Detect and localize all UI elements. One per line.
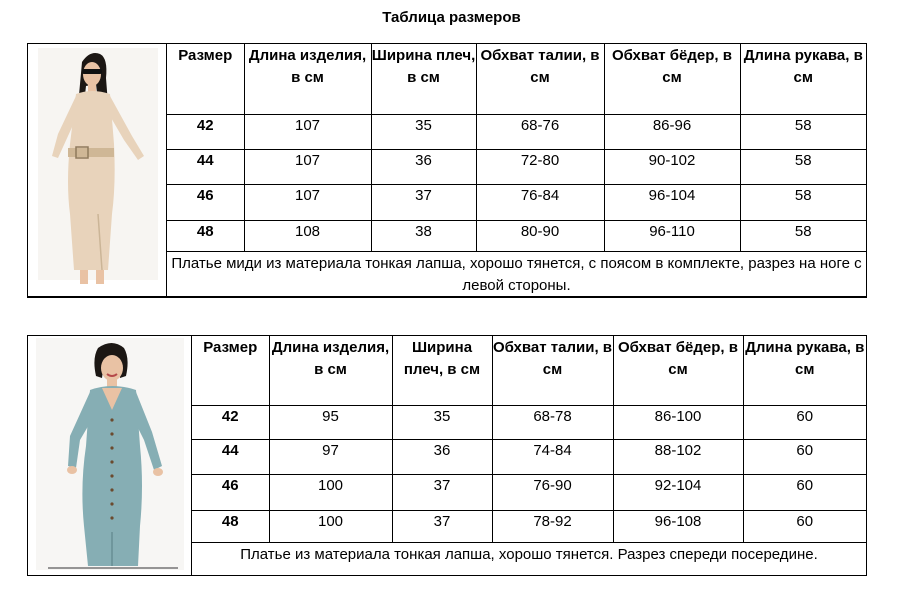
- dress-photo-cell-1: [28, 44, 167, 296]
- hips-cell: 96-108: [613, 510, 743, 542]
- size-cell: 44: [192, 439, 269, 474]
- table-row: [192, 474, 866, 510]
- size-cell: 44: [167, 149, 244, 184]
- sleeve-cell: 60: [743, 439, 866, 474]
- waist-cell: 78-92: [492, 510, 613, 542]
- waist-cell: 72-80: [476, 149, 604, 184]
- length-cell: 107: [244, 149, 371, 184]
- size-table-block-2: [27, 335, 867, 576]
- table-row: [192, 405, 866, 439]
- shoulders-cell: 38: [371, 220, 476, 251]
- dress-description: Платье миди из материала тонкая лапша, хорошо тянется, с поясом в комплекте, разрез на ноге с левой стороны.: [167, 251, 866, 297]
- waist-cell: 68-78: [492, 405, 613, 439]
- hips-cell: 88-102: [613, 439, 743, 474]
- table-row: [167, 149, 866, 184]
- length-cell: 107: [244, 114, 371, 149]
- shoulders-cell: 35: [371, 114, 476, 149]
- shoulders-cell: 36: [392, 439, 492, 474]
- header-sleeve: Длина рукава, в см: [743, 336, 866, 405]
- blue-dress-model-image: [28, 336, 191, 575]
- header-shoulders: Ширина плеч, в см: [392, 336, 492, 405]
- table-row: [192, 510, 866, 542]
- shoulders-cell: 37: [371, 184, 476, 220]
- header-size: Размер: [167, 44, 244, 114]
- length-cell: 108: [244, 220, 371, 251]
- table-row: [167, 220, 866, 251]
- page-title: Таблица размеров: [382, 9, 521, 26]
- length-cell: 100: [269, 510, 392, 542]
- table-row: [167, 114, 866, 149]
- sleeve-cell: 60: [743, 510, 866, 542]
- header-shoulders: Ширина плеч, в см: [371, 44, 476, 114]
- shoulders-cell: 36: [371, 149, 476, 184]
- size-cell: 48: [167, 220, 244, 251]
- table-row: [167, 184, 866, 220]
- sleeve-cell: 60: [743, 405, 866, 439]
- hips-cell: 96-104: [604, 184, 740, 220]
- header-hips: Обхват бёдер, в см: [604, 44, 740, 114]
- header-waist: Обхват талии, в см: [492, 336, 613, 405]
- shoulders-cell: 37: [392, 474, 492, 510]
- length-cell: 107: [244, 184, 371, 220]
- waist-cell: 76-90: [492, 474, 613, 510]
- sleeve-cell: 58: [740, 114, 866, 149]
- table-header-row: [192, 336, 866, 405]
- waist-cell: 80-90: [476, 220, 604, 251]
- size-cell: 46: [192, 474, 269, 510]
- sleeve-cell: 60: [743, 474, 866, 510]
- dress-description: Платье из материала тонкая лапша, хорошо тянется. Разрез спереди посередине.: [192, 542, 866, 575]
- shoulders-cell: 35: [392, 405, 492, 439]
- size-table-1: [167, 44, 866, 297]
- header-length: Длина изделия, в см: [269, 336, 392, 405]
- sleeve-cell: 58: [740, 220, 866, 251]
- sleeve-cell: 58: [740, 149, 866, 184]
- length-cell: 100: [269, 474, 392, 510]
- size-cell: 46: [167, 184, 244, 220]
- size-table-block-1: [27, 43, 867, 298]
- size-cell: 48: [192, 510, 269, 542]
- length-cell: 95: [269, 405, 392, 439]
- header-size: Размер: [192, 336, 269, 405]
- note-row: [167, 251, 866, 297]
- length-cell: 97: [269, 439, 392, 474]
- size-table-2: [192, 336, 866, 575]
- header-waist: Обхват талии, в см: [476, 44, 604, 114]
- header-sleeve: Длина рукава, в см: [740, 44, 866, 114]
- waist-cell: 76-84: [476, 184, 604, 220]
- shoulders-cell: 37: [392, 510, 492, 542]
- sleeve-cell: 58: [740, 184, 866, 220]
- header-length: Длина изделия, в см: [244, 44, 371, 114]
- hips-cell: 86-100: [613, 405, 743, 439]
- beige-dress-model-image: [28, 44, 166, 294]
- size-cell: 42: [167, 114, 244, 149]
- hips-cell: 96-110: [604, 220, 740, 251]
- waist-cell: 68-76: [476, 114, 604, 149]
- hips-cell: 86-96: [604, 114, 740, 149]
- waist-cell: 74-84: [492, 439, 613, 474]
- hips-cell: 92-104: [613, 474, 743, 510]
- hips-cell: 90-102: [604, 149, 740, 184]
- dress-photo-cell-2: [28, 336, 192, 575]
- note-row: [192, 542, 866, 575]
- table-header-row: [167, 44, 866, 114]
- table-row: [192, 439, 866, 474]
- size-cell: 42: [192, 405, 269, 439]
- header-hips: Обхват бёдер, в см: [613, 336, 743, 405]
